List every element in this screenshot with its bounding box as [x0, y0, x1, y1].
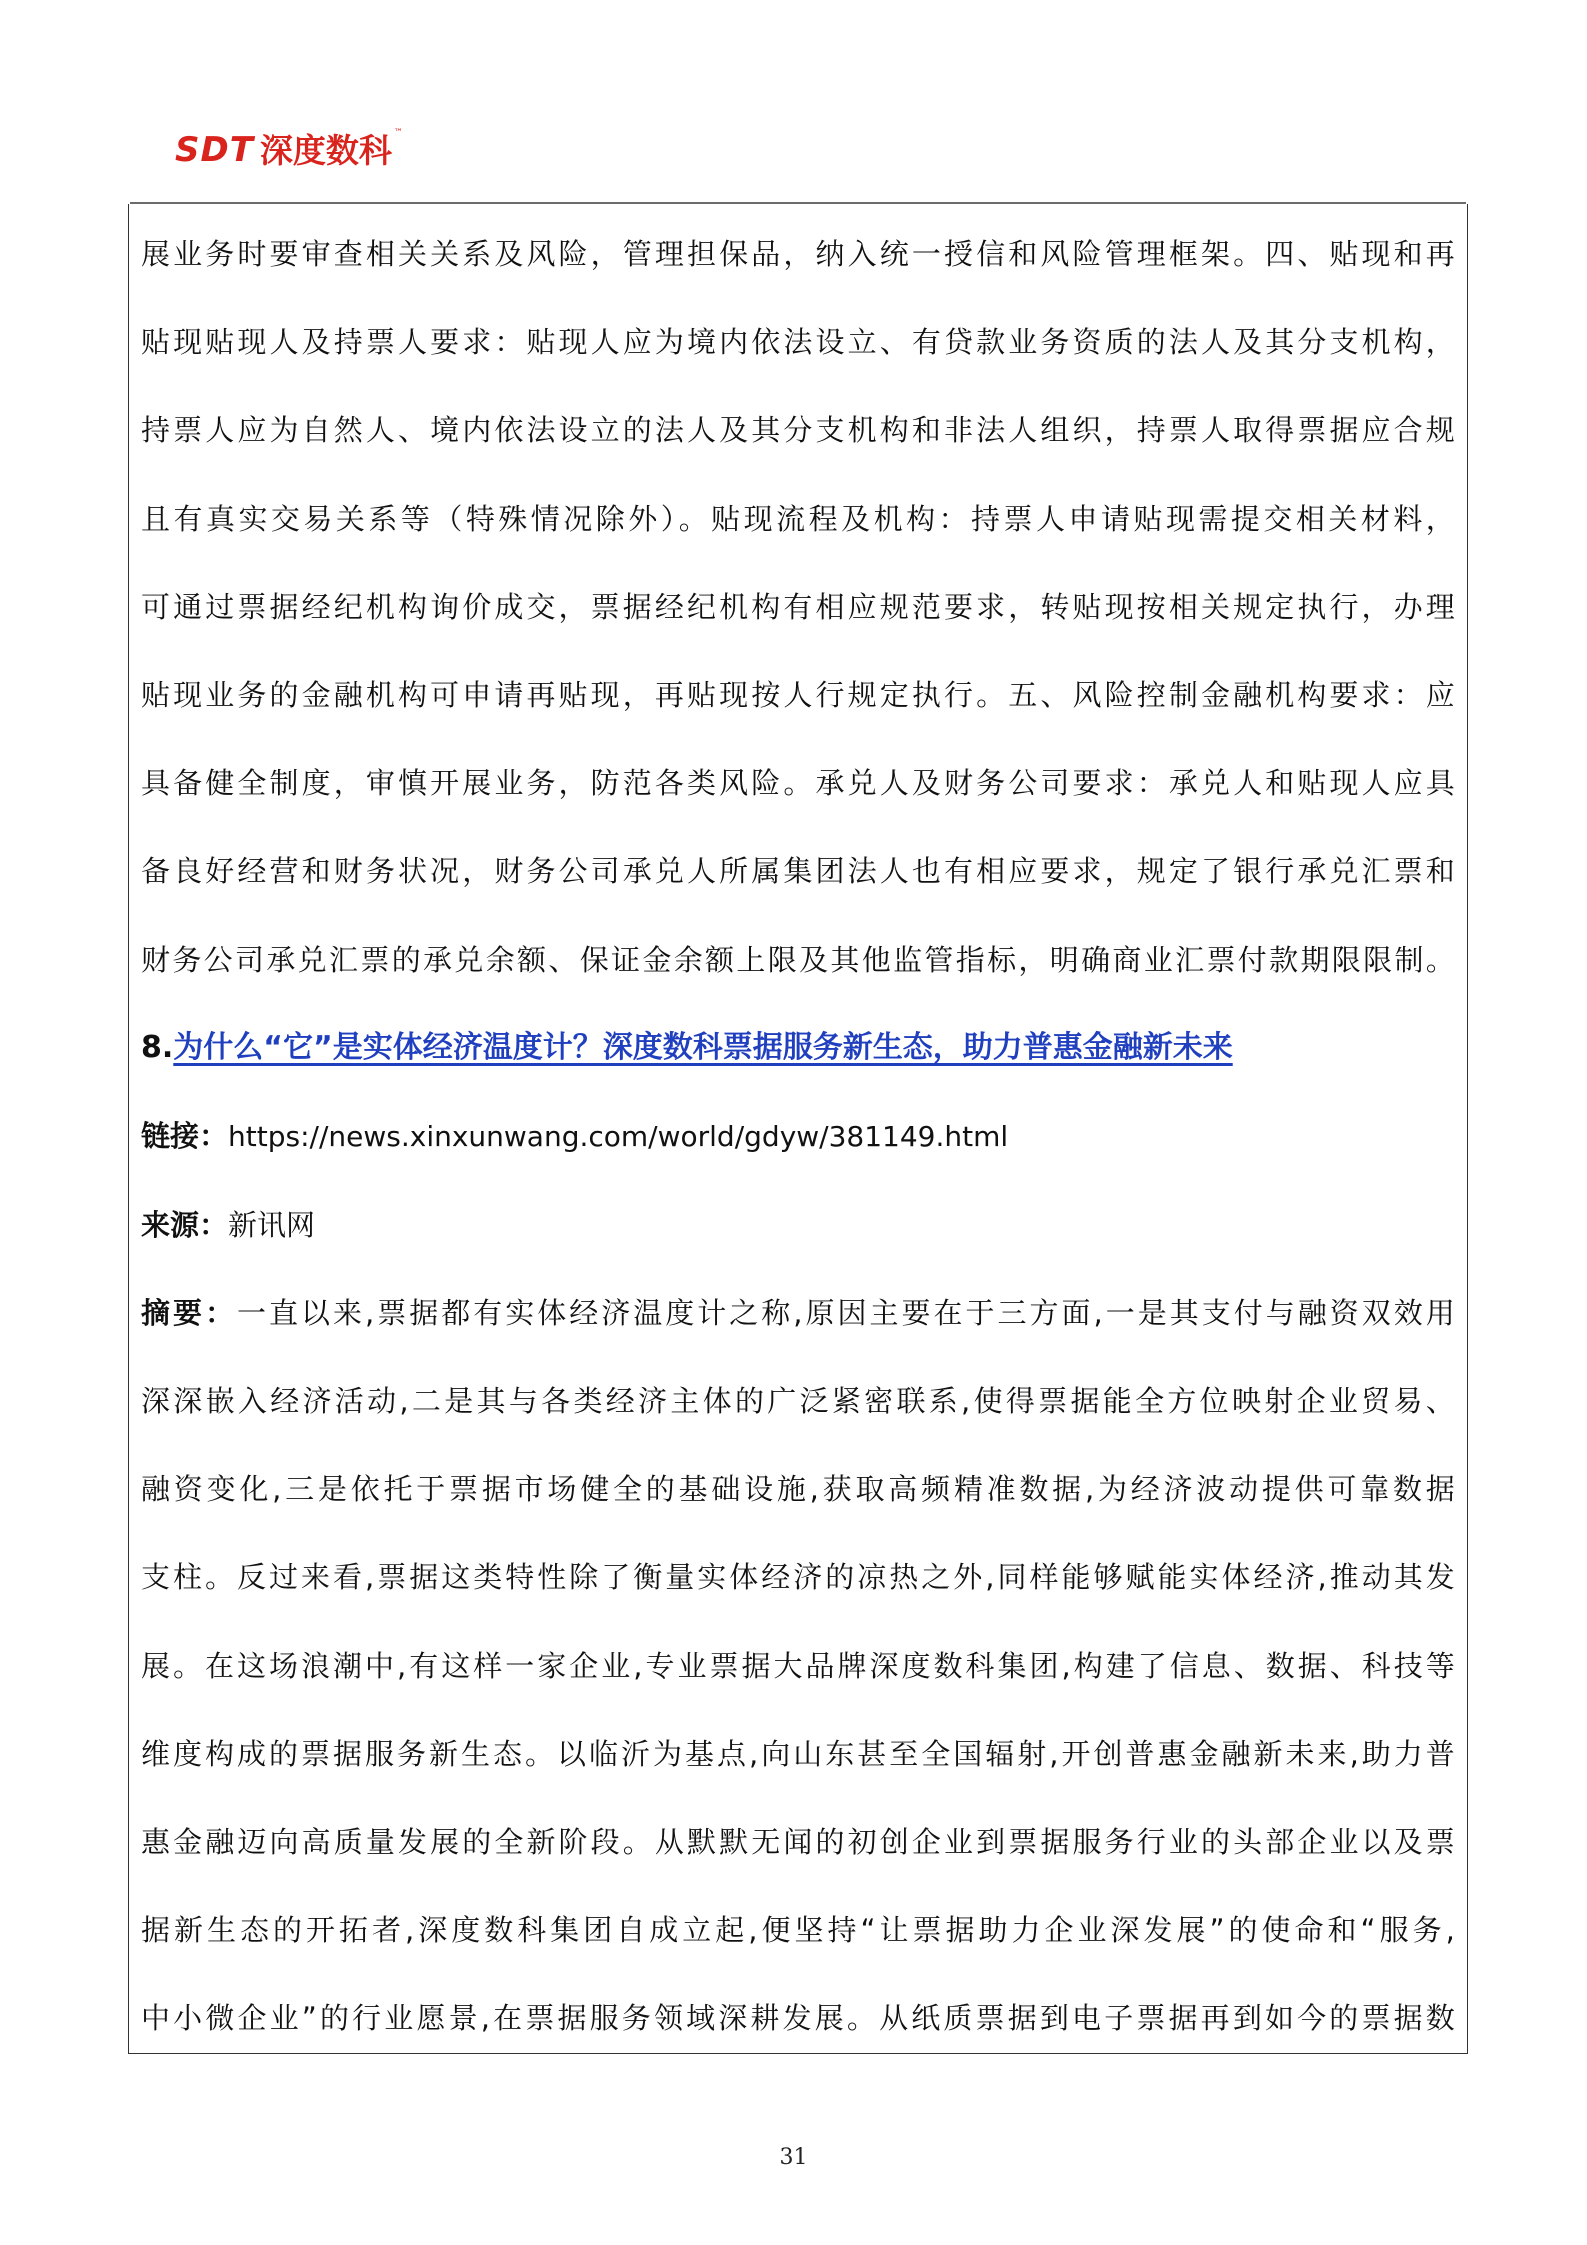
summary-line: 惠金融迈向高质量发展的全新阶段。从默默无闻的初创企业到票据服务行业的头部企业以及票	[141, 1825, 1455, 1860]
body-line: 展业务时要审查相关关系及风险，管理担保品，纳入统一授信和风险管理框架。四、贴现和再	[141, 237, 1455, 271]
body-line: 财务公司承兑汇票的承兑余额、保证金余额上限及其他监管指标，明确商业汇票付款期限限制。	[141, 942, 1455, 977]
summary-line: 维度构成的票据服务新生态。以临沂为基点,向山东甚至全国辐射,开创普惠金融新未来,助力普	[141, 1736, 1455, 1771]
source-label: 来源：	[141, 1207, 229, 1242]
article-source-row	[141, 1181, 1455, 1269]
summary-line: 据新生态的开拓者,深度数科集团自成立起,便坚持“让票据助力企业深发展”的使命和“服务,	[141, 1913, 1455, 1948]
body-line: 贴现贴现人及持票人要求：贴现人应为境内依法设立、有贷款业务资质的法人及其分支机构，	[141, 325, 1455, 360]
body-line: 且有真实交易关系等（特殊情况除外）。贴现流程及机构：持票人申请贴现需提交相关材料，	[141, 501, 1455, 536]
body-line: 贴现业务的金融机构可申请再贴现，再贴现按人行规定执行。五、风险控制金融机构要求：应	[141, 678, 1455, 713]
summary-label: 摘要：	[141, 1295, 238, 1330]
link-url[interactable]: https://news.xinxunwang.com/world/gdyw/381149.html	[228, 1119, 1009, 1153]
summary-line: 中小微企业”的行业愿景,在票据服务领域深耕发展。从纸质票据到电子票据再到如今的票据数	[141, 2001, 1455, 2036]
summary-line: 融资变化,三是依托于票据市场健全的基础设施,获取高频精准数据,为经济波动提供可靠数据	[141, 1472, 1455, 1507]
article-number: 8.	[141, 1029, 174, 1065]
body-line: 具备健全制度，审慎开展业务，防范各类风险。承兑人及财务公司要求：承兑人和贴现人应具	[141, 766, 1455, 801]
summary-line: 展。在这场浪潮中,有这样一家企业,专业票据大品牌深度数科集团,构建了信息、数据、科技等	[141, 1648, 1455, 1683]
source-value: 新讯网	[228, 1207, 316, 1242]
summary-text: 一直以来,票据都有实体经济温度计之称,原因主要在于三方面,一是其支付与融资双效用	[237, 1295, 1455, 1330]
article-title-link[interactable]: 为什么“它”是实体经济温度计？深度数科票据服务新生态，助力普惠金融新未来	[173, 1029, 1233, 1065]
logo-trademark: ™	[393, 128, 403, 138]
body-line: 备良好经营和财务状况，财务公司承兑人所属集团法人也有相应要求，规定了银行承兑汇票和	[141, 854, 1455, 889]
company-logo	[175, 128, 403, 172]
body-line: 可通过票据经纪机构询价成交，票据经纪机构有相应规范要求，转贴现按相关规定执行，办理	[141, 589, 1455, 624]
summary-line: 深深嵌入经济活动,二是其与各类经济主体的广泛紧密联系,使得票据能全方位映射企业贸易、	[141, 1384, 1455, 1419]
body-line: 持票人应为自然人、境内依法设立的法人及其分支机构和非法人组织，持票人取得票据应合规	[141, 413, 1455, 448]
summary-line	[141, 1269, 1455, 1357]
link-label: 链接：	[141, 1118, 229, 1153]
document-body	[141, 210, 1455, 2063]
logo-mark: SDT	[175, 130, 254, 170]
article-heading	[141, 1004, 1455, 1092]
page-number: 31	[779, 2145, 808, 2170]
article-link-row	[141, 1092, 1455, 1181]
summary-line: 支柱。反过来看,票据这类特性除了衡量实体经济的凉热之外,同样能够赋能实体经济,推动其发	[141, 1560, 1455, 1595]
logo-name: 深度数科	[259, 130, 392, 170]
